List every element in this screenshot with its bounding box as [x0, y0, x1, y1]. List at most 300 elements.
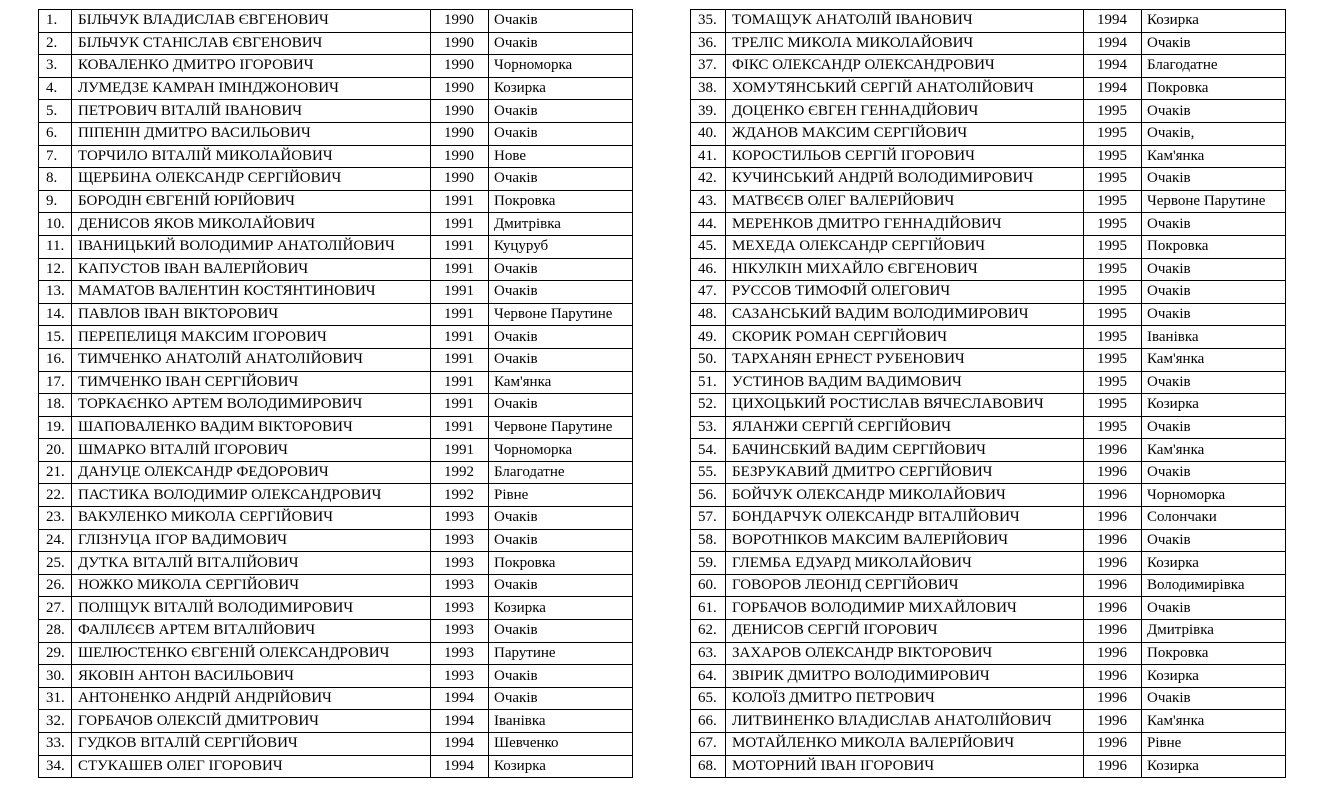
- place-name: Дмитрівка: [489, 213, 633, 236]
- birth-year: 1991: [431, 326, 489, 349]
- table-row: [39, 213, 633, 236]
- table-row: [691, 326, 1286, 349]
- person-name: ТОРКАЄНКО АРТЕМ ВОЛОДИМИРОВИЧ: [72, 394, 431, 417]
- table-row: [39, 755, 633, 778]
- person-name: БОНДАРЧУК ОЛЕКСАНДР ВІТАЛІЙОВИЧ: [726, 507, 1084, 530]
- row-number: 37.: [691, 55, 726, 78]
- table-row: [39, 10, 633, 33]
- birth-year: 1995: [1084, 235, 1142, 258]
- place-name: Червоне Парутине: [489, 416, 633, 439]
- birth-year: 1996: [1084, 574, 1142, 597]
- person-name: ЖДАНОВ МАКСИМ СЕРГІЙОВИЧ: [726, 122, 1084, 145]
- place-name: Очаків: [489, 574, 633, 597]
- table-row: [691, 100, 1286, 123]
- person-name: ДЕНИСОВ СЕРГІЙ ІГОРОВИЧ: [726, 620, 1084, 643]
- person-name: МАТВЄЄВ ОЛЕГ ВАЛЕРІЙОВИЧ: [726, 190, 1084, 213]
- row-number: 18.: [39, 394, 72, 417]
- birth-year: 1993: [431, 620, 489, 643]
- table-row: [691, 574, 1286, 597]
- row-number: 16.: [39, 348, 72, 371]
- row-number: 63.: [691, 642, 726, 665]
- place-name: Очаків: [1142, 687, 1286, 710]
- person-name: ФІКС ОЛЕКСАНДР ОЛЕКСАНДРОВИЧ: [726, 55, 1084, 78]
- birth-year: 1996: [1084, 687, 1142, 710]
- table-row: [39, 552, 633, 575]
- place-name: Козирка: [1142, 10, 1286, 33]
- table-row: [39, 348, 633, 371]
- table-row: [39, 416, 633, 439]
- birth-year: 1995: [1084, 371, 1142, 394]
- person-name: БОРОДІН ЄВГЕНІЙ ЮРІЙОВИЧ: [72, 190, 431, 213]
- row-number: 68.: [691, 755, 726, 778]
- place-name: Очаків: [489, 281, 633, 304]
- person-name: БІЛЬЧУК СТАНІСЛАВ ЄВГЕНОВИЧ: [72, 32, 431, 55]
- row-number: 3.: [39, 55, 72, 78]
- row-number: 35.: [691, 10, 726, 33]
- person-name: ГЛЕМБА ЕДУАРД МИКОЛАЙОВИЧ: [726, 552, 1084, 575]
- birth-year: 1996: [1084, 484, 1142, 507]
- birth-year: 1993: [431, 642, 489, 665]
- place-name: Очаків: [489, 122, 633, 145]
- place-name: Парутине: [489, 642, 633, 665]
- person-name: ШАПОВАЛЕНКО ВАДИМ ВІКТОРОВИЧ: [72, 416, 431, 439]
- place-name: Чорноморка: [489, 55, 633, 78]
- table-row: [691, 10, 1286, 33]
- place-name: Солончаки: [1142, 507, 1286, 530]
- person-name: ДЕНИСОВ ЯКОВ МИКОЛАЙОВИЧ: [72, 213, 431, 236]
- birth-year: 1995: [1084, 213, 1142, 236]
- table-row: [39, 597, 633, 620]
- person-name: ГОРБАЧОВ ОЛЕКСІЙ ДМИТРОВИЧ: [72, 710, 431, 733]
- birth-year: 1990: [431, 55, 489, 78]
- row-number: 13.: [39, 281, 72, 304]
- row-number: 43.: [691, 190, 726, 213]
- birth-year: 1994: [1084, 55, 1142, 78]
- row-number: 49.: [691, 326, 726, 349]
- person-name: ЗАХАРОВ ОЛЕКСАНДР ВІКТОРОВИЧ: [726, 642, 1084, 665]
- person-name: БОЙЧУК ОЛЕКСАНДР МИКОЛАЙОВИЧ: [726, 484, 1084, 507]
- row-number: 34.: [39, 755, 72, 778]
- row-number: 27.: [39, 597, 72, 620]
- birth-year: 1995: [1084, 326, 1142, 349]
- person-name: ДОЦЕНКО ЄВГЕН ГЕННАДІЙОВИЧ: [726, 100, 1084, 123]
- person-name: ТОМАЩУК АНАТОЛІЙ ІВАНОВИЧ: [726, 10, 1084, 33]
- table-row: [691, 145, 1286, 168]
- person-name: ЗВІРИК ДМИТРО ВОЛОДИМИРОВИЧ: [726, 665, 1084, 688]
- roster-table-right: [690, 9, 1286, 778]
- birth-year: 1992: [431, 484, 489, 507]
- person-name: ШМАРКО ВІТАЛІЙ ІГОРОВИЧ: [72, 439, 431, 462]
- row-number: 67.: [691, 733, 726, 756]
- place-name: Покровка: [489, 552, 633, 575]
- table-row: [691, 55, 1286, 78]
- place-name: Очаків: [1142, 32, 1286, 55]
- birth-year: 1993: [431, 529, 489, 552]
- table-row: [691, 620, 1286, 643]
- table-row: [691, 371, 1286, 394]
- person-name: ДУТКА ВІТАЛІЙ ВІТАЛІЙОВИЧ: [72, 552, 431, 575]
- table-row: [691, 733, 1286, 756]
- birth-year: 1994: [431, 755, 489, 778]
- table-row: [39, 190, 633, 213]
- person-name: ФАЛІЛЄЄВ АРТЕМ ВІТАЛІЙОВИЧ: [72, 620, 431, 643]
- birth-year: 1991: [431, 371, 489, 394]
- table-row: [691, 168, 1286, 191]
- place-name: Нове: [489, 145, 633, 168]
- table-row: [39, 665, 633, 688]
- person-name: КУЧИНСЬКИЙ АНДРІЙ ВОЛОДИМИРОВИЧ: [726, 168, 1084, 191]
- person-name: ЯКОВІН АНТОН ВАСИЛЬОВИЧ: [72, 665, 431, 688]
- row-number: 58.: [691, 529, 726, 552]
- row-number: 52.: [691, 394, 726, 417]
- birth-year: 1996: [1084, 597, 1142, 620]
- row-number: 38.: [691, 77, 726, 100]
- row-number: 24.: [39, 529, 72, 552]
- person-name: ТРЕЛІС МИКОЛА МИКОЛАЙОВИЧ: [726, 32, 1084, 55]
- place-name: Кам'янка: [1142, 439, 1286, 462]
- person-name: ХОМУТЯНСЬКИЙ СЕРГІЙ АНАТОЛІЙОВИЧ: [726, 77, 1084, 100]
- table-row: [691, 529, 1286, 552]
- person-name: НІКУЛКІН МИХАЙЛО ЄВГЕНОВИЧ: [726, 258, 1084, 281]
- table-row: [39, 168, 633, 191]
- table-row: [39, 574, 633, 597]
- birth-year: 1995: [1084, 258, 1142, 281]
- place-name: Очаків: [1142, 461, 1286, 484]
- row-number: 4.: [39, 77, 72, 100]
- table-row: [39, 145, 633, 168]
- birth-year: 1996: [1084, 665, 1142, 688]
- table-row: [39, 620, 633, 643]
- row-number: 51.: [691, 371, 726, 394]
- row-number: 11.: [39, 235, 72, 258]
- person-name: ПОЛІЩУК ВІТАЛІЙ ВОЛОДИМИРОВИЧ: [72, 597, 431, 620]
- person-name: СТУКАШЕВ ОЛЕГ ІГОРОВИЧ: [72, 755, 431, 778]
- row-number: 39.: [691, 100, 726, 123]
- birth-year: 1991: [431, 213, 489, 236]
- person-name: ГОРБАЧОВ ВОЛОДИМИР МИХАЙЛОВИЧ: [726, 597, 1084, 620]
- birth-year: 1994: [1084, 10, 1142, 33]
- place-name: Очаків: [1142, 529, 1286, 552]
- person-name: ЛУМЕДЗЕ КАМРАН ІМІНДЖОНОВИЧ: [72, 77, 431, 100]
- person-name: ЩЕРБИНА ОЛЕКСАНДР СЕРГІЙОВИЧ: [72, 168, 431, 191]
- row-number: 59.: [691, 552, 726, 575]
- row-number: 30.: [39, 665, 72, 688]
- birth-year: 1990: [431, 168, 489, 191]
- table-row: [691, 439, 1286, 462]
- row-number: 12.: [39, 258, 72, 281]
- person-name: САЗАНСЬКИЙ ВАДИМ ВОЛОДИМИРОВИЧ: [726, 303, 1084, 326]
- table-row: [691, 348, 1286, 371]
- birth-year: 1996: [1084, 529, 1142, 552]
- table-row: [39, 371, 633, 394]
- place-name: Очаків: [1142, 281, 1286, 304]
- person-name: ПЕТРОВИЧ ВІТАЛІЙ ІВАНОВИЧ: [72, 100, 431, 123]
- row-number: 40.: [691, 122, 726, 145]
- place-name: Очаків: [489, 620, 633, 643]
- table-row: [691, 597, 1286, 620]
- place-name: Очаків: [1142, 168, 1286, 191]
- birth-year: 1996: [1084, 733, 1142, 756]
- table-row: [39, 55, 633, 78]
- person-name: ПЕРЕПЕЛИЦЯ МАКСИМ ІГОРОВИЧ: [72, 326, 431, 349]
- birth-year: 1995: [1084, 168, 1142, 191]
- table-row: [691, 416, 1286, 439]
- table-row: [39, 710, 633, 733]
- row-number: 21.: [39, 461, 72, 484]
- table-row: [39, 461, 633, 484]
- row-number: 25.: [39, 552, 72, 575]
- place-name: Покровка: [1142, 77, 1286, 100]
- birth-year: 1996: [1084, 507, 1142, 530]
- row-number: 8.: [39, 168, 72, 191]
- person-name: МЕХЕДА ОЛЕКСАНДР СЕРГІЙОВИЧ: [726, 235, 1084, 258]
- person-name: КАПУСТОВ ІВАН ВАЛЕРІЙОВИЧ: [72, 258, 431, 281]
- row-number: 42.: [691, 168, 726, 191]
- birth-year: 1995: [1084, 190, 1142, 213]
- place-name: Козирка: [1142, 755, 1286, 778]
- row-number: 55.: [691, 461, 726, 484]
- person-name: БЕЗРУКАВИЙ ДМИТРО СЕРГІЙОВИЧ: [726, 461, 1084, 484]
- place-name: Кам'янка: [1142, 710, 1286, 733]
- place-name: Очаків: [1142, 100, 1286, 123]
- table-row: [691, 394, 1286, 417]
- table-row: [691, 213, 1286, 236]
- birth-year: 1995: [1084, 416, 1142, 439]
- place-name: Іванівка: [489, 710, 633, 733]
- person-name: КОЛОЇЗ ДМИТРО ПЕТРОВИЧ: [726, 687, 1084, 710]
- row-number: 26.: [39, 574, 72, 597]
- row-number: 65.: [691, 687, 726, 710]
- place-name: Очаків: [1142, 371, 1286, 394]
- birth-year: 1995: [1084, 122, 1142, 145]
- table-row: [39, 642, 633, 665]
- row-number: 56.: [691, 484, 726, 507]
- person-name: НОЖКО МИКОЛА СЕРГІЙОВИЧ: [72, 574, 431, 597]
- person-name: КОВАЛЕНКО ДМИТРО ІГОРОВИЧ: [72, 55, 431, 78]
- person-name: ПАВЛОВ ІВАН ВІКТОРОВИЧ: [72, 303, 431, 326]
- birth-year: 1996: [1084, 620, 1142, 643]
- person-name: ПІПЕНІН ДМИТРО ВАСИЛЬОВИЧ: [72, 122, 431, 145]
- person-name: БІЛЬЧУК ВЛАДИСЛАВ ЄВГЕНОВИЧ: [72, 10, 431, 33]
- birth-year: 1994: [1084, 32, 1142, 55]
- roster-table-left: [38, 9, 633, 778]
- table-row: [691, 190, 1286, 213]
- table-row: [39, 235, 633, 258]
- place-name: Очаків,: [1142, 122, 1286, 145]
- place-name: Кам'янка: [1142, 348, 1286, 371]
- person-name: ТАРХАНЯН ЕРНЕСТ РУБЕНОВИЧ: [726, 348, 1084, 371]
- birth-year: 1995: [1084, 281, 1142, 304]
- birth-year: 1994: [431, 733, 489, 756]
- place-name: Шевченко: [489, 733, 633, 756]
- row-number: 10.: [39, 213, 72, 236]
- table-row: [691, 755, 1286, 778]
- birth-year: 1991: [431, 235, 489, 258]
- row-number: 29.: [39, 642, 72, 665]
- row-number: 45.: [691, 235, 726, 258]
- row-number: 6.: [39, 122, 72, 145]
- place-name: Червоне Парутине: [489, 303, 633, 326]
- table-row: [39, 77, 633, 100]
- birth-year: 1995: [1084, 100, 1142, 123]
- person-name: ВОРОТНІКОВ МАКСИМ ВАЛЕРІЙОВИЧ: [726, 529, 1084, 552]
- person-name: СКОРИК РОМАН СЕРГІЙОВИЧ: [726, 326, 1084, 349]
- birth-year: 1996: [1084, 642, 1142, 665]
- table-row: [691, 122, 1286, 145]
- person-name: ВАКУЛЕНКО МИКОЛА СЕРГІЙОВИЧ: [72, 507, 431, 530]
- birth-year: 1994: [1084, 77, 1142, 100]
- birth-year: 1995: [1084, 145, 1142, 168]
- table-row: [691, 710, 1286, 733]
- place-name: Очаків: [489, 100, 633, 123]
- row-number: 33.: [39, 733, 72, 756]
- birth-year: 1992: [431, 461, 489, 484]
- row-number: 54.: [691, 439, 726, 462]
- person-name: ЦИХОЦЬКИЙ РОСТИСЛАВ ВЯЧЕСЛАВОВИЧ: [726, 394, 1084, 417]
- place-name: Козирка: [489, 77, 633, 100]
- birth-year: 1991: [431, 394, 489, 417]
- row-number: 31.: [39, 687, 72, 710]
- person-name: ІВАНИЦЬКИЙ ВОЛОДИМИР АНАТОЛІЙОВИЧ: [72, 235, 431, 258]
- person-name: АНТОНЕНКО АНДРІЙ АНДРІЙОВИЧ: [72, 687, 431, 710]
- place-name: Червоне Парутине: [1142, 190, 1286, 213]
- birth-year: 1993: [431, 507, 489, 530]
- row-number: 22.: [39, 484, 72, 507]
- person-name: КОРОСТИЛЬОВ СЕРГІЙ ІГОРОВИЧ: [726, 145, 1084, 168]
- person-name: ПАСТИКА ВОЛОДИМИР ОЛЕКСАНДРОВИЧ: [72, 484, 431, 507]
- birth-year: 1990: [431, 77, 489, 100]
- table-row: [39, 303, 633, 326]
- row-number: 9.: [39, 190, 72, 213]
- table-row: [691, 235, 1286, 258]
- birth-year: 1991: [431, 258, 489, 281]
- row-number: 47.: [691, 281, 726, 304]
- person-name: МОТАЙЛЕНКО МИКОЛА ВАЛЕРІЙОВИЧ: [726, 733, 1084, 756]
- birth-year: 1991: [431, 439, 489, 462]
- person-name: ДАНУЦЕ ОЛЕКСАНДР ФЕДОРОВИЧ: [72, 461, 431, 484]
- row-number: 64.: [691, 665, 726, 688]
- table-row: [39, 122, 633, 145]
- birth-year: 1995: [1084, 303, 1142, 326]
- table-row: [39, 100, 633, 123]
- row-number: 15.: [39, 326, 72, 349]
- birth-year: 1993: [431, 552, 489, 575]
- row-number: 66.: [691, 710, 726, 733]
- row-number: 14.: [39, 303, 72, 326]
- birth-year: 1990: [431, 122, 489, 145]
- place-name: Чорноморка: [489, 439, 633, 462]
- person-name: ГЛІЗНУЦА ІГОР ВАДИМОВИЧ: [72, 529, 431, 552]
- table-row: [39, 394, 633, 417]
- birth-year: 1996: [1084, 552, 1142, 575]
- row-number: 36.: [691, 32, 726, 55]
- place-name: Очаків: [1142, 258, 1286, 281]
- place-name: Покровка: [1142, 235, 1286, 258]
- table-row: [39, 326, 633, 349]
- place-name: Очаків: [489, 32, 633, 55]
- place-name: Очаків: [489, 687, 633, 710]
- row-number: 61.: [691, 597, 726, 620]
- row-number: 7.: [39, 145, 72, 168]
- row-number: 23.: [39, 507, 72, 530]
- row-number: 32.: [39, 710, 72, 733]
- table-row: [691, 484, 1286, 507]
- person-name: УСТИНОВ ВАДИМ ВАДИМОВИЧ: [726, 371, 1084, 394]
- place-name: Благодатне: [489, 461, 633, 484]
- birth-year: 1991: [431, 281, 489, 304]
- table-row: [691, 642, 1286, 665]
- place-name: Очаків: [489, 168, 633, 191]
- table-row: [39, 687, 633, 710]
- row-number: 57.: [691, 507, 726, 530]
- place-name: Очаків: [489, 529, 633, 552]
- place-name: Чорноморка: [1142, 484, 1286, 507]
- person-name: МАМАТОВ ВАЛЕНТИН КОСТЯНТИНОВИЧ: [72, 281, 431, 304]
- table-row: [39, 439, 633, 462]
- table-row: [39, 281, 633, 304]
- row-number: 44.: [691, 213, 726, 236]
- birth-year: 1990: [431, 32, 489, 55]
- birth-year: 1996: [1084, 710, 1142, 733]
- table-row: [691, 281, 1286, 304]
- row-number: 46.: [691, 258, 726, 281]
- birth-year: 1994: [431, 687, 489, 710]
- row-number: 28.: [39, 620, 72, 643]
- place-name: Очаків: [1142, 213, 1286, 236]
- birth-year: 1990: [431, 10, 489, 33]
- place-name: Куцуруб: [489, 235, 633, 258]
- table-row: [691, 507, 1286, 530]
- place-name: Очаків: [489, 10, 633, 33]
- row-number: 2.: [39, 32, 72, 55]
- table-row: [39, 733, 633, 756]
- table-row: [39, 32, 633, 55]
- place-name: Очаків: [1142, 597, 1286, 620]
- table-row: [691, 258, 1286, 281]
- place-name: Очаків: [1142, 303, 1286, 326]
- birth-year: 1994: [431, 710, 489, 733]
- place-name: Очаків: [489, 394, 633, 417]
- place-name: Рівне: [1142, 733, 1286, 756]
- table-row: [39, 529, 633, 552]
- person-name: ГУДКОВ ВІТАЛІЙ СЕРГІЙОВИЧ: [72, 733, 431, 756]
- birth-year: 1993: [431, 665, 489, 688]
- table-row: [691, 665, 1286, 688]
- row-number: 1.: [39, 10, 72, 33]
- row-number: 62.: [691, 620, 726, 643]
- row-number: 19.: [39, 416, 72, 439]
- table-row: [691, 77, 1286, 100]
- place-name: Володимирівка: [1142, 574, 1286, 597]
- place-name: Очаків: [1142, 416, 1286, 439]
- birth-year: 1990: [431, 145, 489, 168]
- birth-year: 1991: [431, 303, 489, 326]
- person-name: ТИМЧЕНКО АНАТОЛІЙ АНАТОЛІЙОВИЧ: [72, 348, 431, 371]
- place-name: Кам'янка: [1142, 145, 1286, 168]
- table-row: [39, 258, 633, 281]
- place-name: Очаків: [489, 665, 633, 688]
- place-name: Козирка: [489, 755, 633, 778]
- birth-year: 1990: [431, 100, 489, 123]
- table-row: [691, 461, 1286, 484]
- place-name: Кам'янка: [489, 371, 633, 394]
- row-number: 20.: [39, 439, 72, 462]
- birth-year: 1993: [431, 597, 489, 620]
- place-name: Козирка: [1142, 552, 1286, 575]
- person-name: МЕРЕНКОВ ДМИТРО ГЕННАДІЙОВИЧ: [726, 213, 1084, 236]
- birth-year: 1995: [1084, 348, 1142, 371]
- birth-year: 1993: [431, 574, 489, 597]
